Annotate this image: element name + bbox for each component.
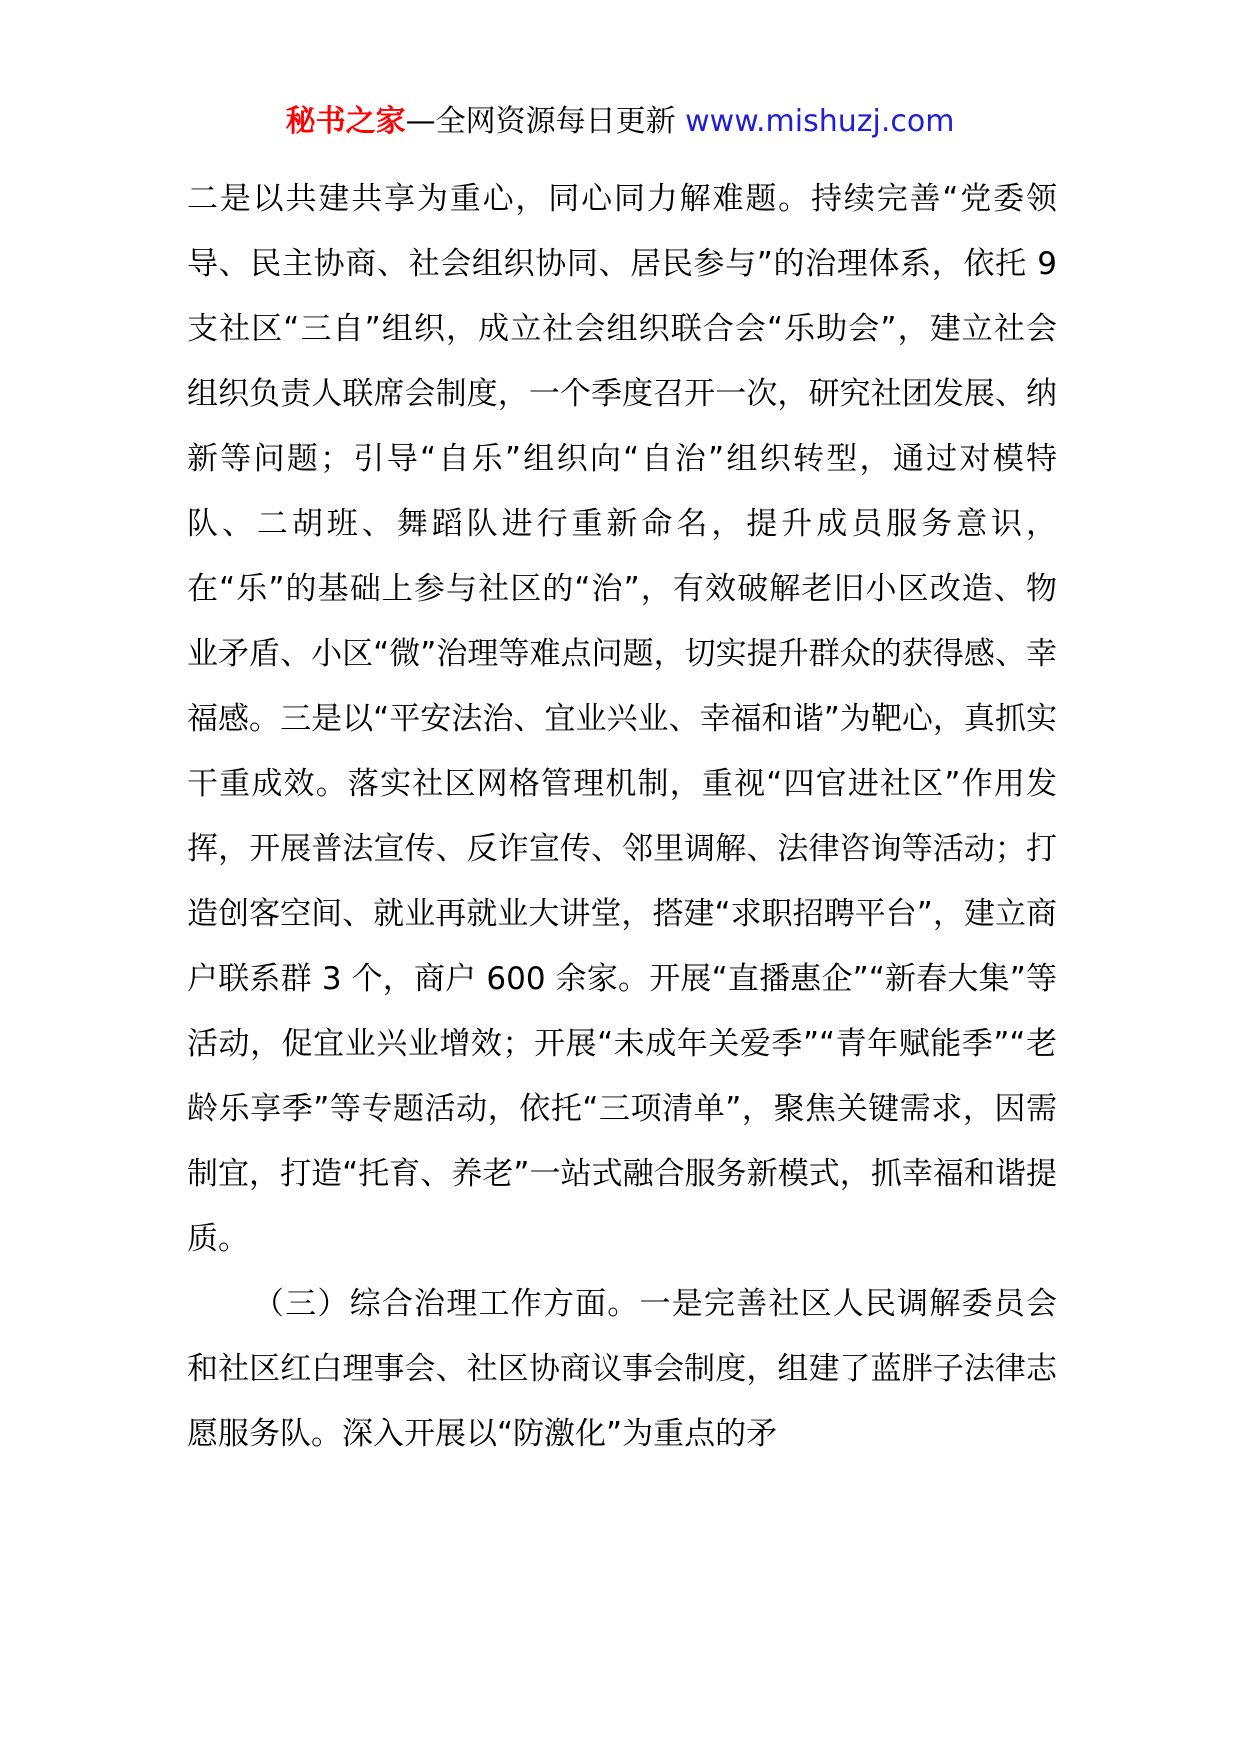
site-header (0, 100, 1240, 144)
brand-name: 秘书之家 (285, 104, 406, 139)
paragraph-section-three: （三）综合治理工作方面。一是完善社区人民调解委员会和社区红白理事会、社区协商议事会制度，组建了蓝胖子法律志愿服务队。深入开展以“防激化”为重点的矛 (187, 1286, 1057, 1452)
document-body (187, 167, 1057, 1467)
paragraph-continuation: 二是以共建共享为重心，同心同力解难题。持续完善“党委领导、民主协商、社会组织协同、居民参与”的治理体系，依托 9 支社区“三自”组织，成立社会组织联合会“乐助会”，建立社会组织负责人联席会制度，一个季度召开一次，研究社团发展、纳新等问题；引导“自乐”组织向“自治”组织转型，通过对模特队、二胡班、舞蹈队进行重新命名，提升成员服务意识，在“乐”的基础上参与社区的“治”，有效破解老旧小区改造、物业矛盾、小区“微”治理等难点问题，切实提升群众的获得感、幸福感。三是以“平安法治、宜业兴业、幸福和谐”为靶心，真抓实干重成效。落实社区网格管理机制，重视“四官进社区”作用发挥，开展普法宣传、反诈宣传、邻里调解、法律咨询等活动；打造创客空间、就业再就业大讲堂，搭建“求职招聘平台”，建立商户联系群 3 个，商户 600 余家。开展“直播惠企”“新春大集”等活动，促宜业兴业增效；开展“未成年关爱季”“青年赋能季”“老龄乐享季”等专题活动，依托“三项清单”，聚焦关键需求，因需制宜，打造“托育、养老”一站式融合服务新模式，抓幸福和谐提质。 (187, 181, 1057, 1257)
site-url-link[interactable]: www.mishuzj.com (685, 104, 955, 139)
header-tagline: —全网资源每日更新 (405, 104, 676, 139)
